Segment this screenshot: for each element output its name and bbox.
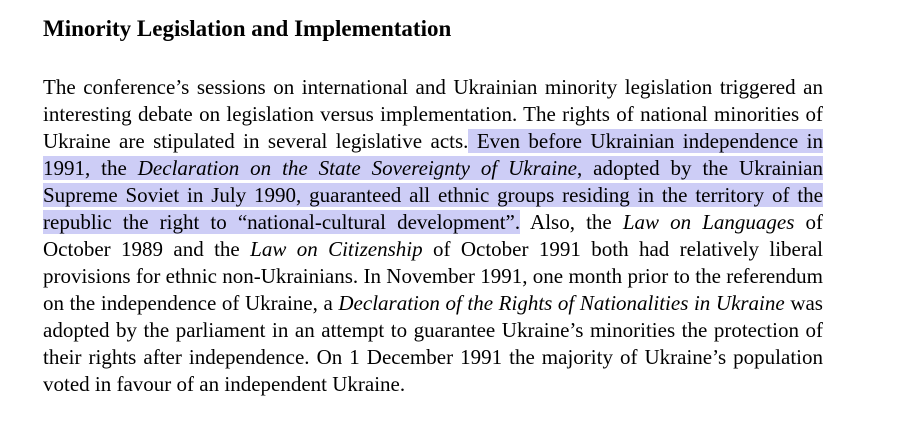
body-paragraph[interactable]: [43, 74, 823, 398]
text-segment: , adopted by the Ukrainian Supreme Soviet in July 1990, guaranteed all ethnic groups residing in the territory of the republic the right to “national-cultural development”.: [43, 156, 824, 234]
italic-title: Law on Citizenship: [250, 237, 423, 261]
text-segment: was adopted by the parliament in an attempt to guarantee Ukraine’s minorities the protection of their rights after independence. On 1 December 1991 the majority of Ukraine’s population voted in favour of an independent Ukraine.: [43, 291, 823, 396]
section-heading: Minority Legislation and Implementation: [43, 16, 452, 41]
italic-title: Law on Languages: [622, 210, 795, 234]
italic-title: Declaration of the Rights of Nationalities in Ukraine: [338, 291, 785, 315]
document-page: [43, 12, 823, 398]
text-segment: of October 1991 both had relatively liberal provisions for ethnic non-Ukrainians. In November 1991, one month prior to the referendum on the independence of Ukraine, a: [43, 237, 823, 315]
text-segment: Even before Ukrainian independence in 1991, the: [43, 129, 823, 180]
text-segment: The conference’s sessions on international and Ukrainian minority legislation triggered an interesting debate on legislation versus implementation. The rights of national minorities of Ukraine are stipulated in several legislative acts.: [43, 75, 823, 153]
italic-title: Declaration on the State Sovereignty of Ukraine: [137, 156, 577, 180]
text-segment: of October 1989 and the: [43, 210, 824, 261]
text-segment: Also, the: [520, 210, 623, 234]
